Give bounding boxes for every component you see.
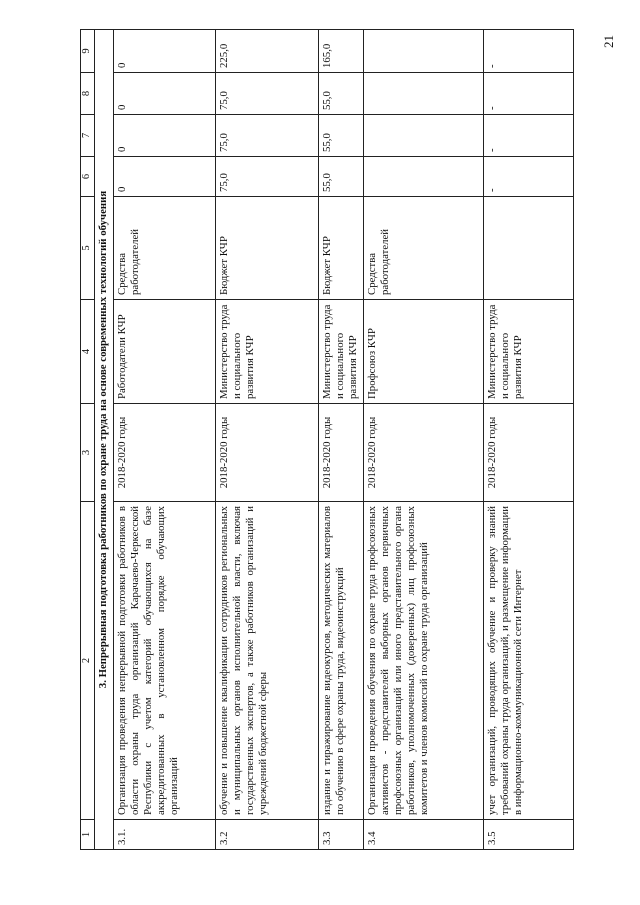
value-cell: - <box>483 115 573 157</box>
period-cell: 2018-2020 годы <box>318 404 363 502</box>
value-cell <box>363 115 483 157</box>
row-number: 3.1. <box>113 820 215 850</box>
value-cell: - <box>483 157 573 197</box>
value-cell: 75,0 <box>215 157 318 197</box>
executor-cell: Министерство труда и социального развития КЧР <box>483 300 573 404</box>
column-header: 8 <box>81 73 95 115</box>
row-number: 3.3 <box>318 820 363 850</box>
column-header: 3 <box>81 404 95 502</box>
activity-cell: издание и тиражирование видеокурсов, методических материалов по обучению в сфере охраны труда, видеоинструкций <box>318 502 363 820</box>
column-header: 5 <box>81 197 95 300</box>
source-cell <box>483 197 573 300</box>
table-row <box>113 30 215 850</box>
column-header: 4 <box>81 300 95 404</box>
executor-cell: Работодатели КЧР <box>113 300 215 404</box>
source-cell: Средства работодателей <box>363 197 483 300</box>
executor-cell: Министерство труда и социального развития КЧР <box>215 300 318 404</box>
table-row <box>318 30 363 850</box>
value-cell: 75,0 <box>215 115 318 157</box>
value-cell: 225,0 <box>215 30 318 73</box>
rotated-table-area <box>80 30 624 850</box>
row-number: 3.2 <box>215 820 318 850</box>
activity-cell: учет организаций, проводящих обучение и проверку знаний требований охраны труда организаций, и размещение информации в информационно-коммуникационной сети Интернет <box>483 502 573 820</box>
source-cell: Бюджет КЧР <box>215 197 318 300</box>
section-row <box>94 30 113 850</box>
row-number: 3.4 <box>363 820 483 850</box>
column-header: 2 <box>81 502 95 820</box>
value-cell: 55,0 <box>318 73 363 115</box>
value-cell <box>363 157 483 197</box>
value-cell: 55,0 <box>318 157 363 197</box>
value-cell: 165,0 <box>318 30 363 73</box>
activity-cell: обучение и повышение квалификации сотрудников региональных и муниципальных органов исполнительной власти, включая государственных экспертов, а также работников организаций и учреждений бюджетной сферы <box>215 502 318 820</box>
source-cell: Средства работодателей <box>113 197 215 300</box>
table-row <box>363 30 483 850</box>
value-cell <box>363 30 483 73</box>
column-number-row <box>81 30 95 850</box>
value-cell <box>363 73 483 115</box>
period-cell: 2018-2020 годы <box>215 404 318 502</box>
program-table <box>80 29 574 850</box>
value-cell: 0 <box>113 115 215 157</box>
value-cell: - <box>483 30 573 73</box>
value-cell: 0 <box>113 30 215 73</box>
column-header: 1 <box>81 820 95 850</box>
value-cell: 75,0 <box>215 73 318 115</box>
executor-cell: Министерство труда и социального развития КЧР <box>318 300 363 404</box>
column-header: 7 <box>81 115 95 157</box>
row-number: 3.5 <box>483 820 573 850</box>
column-header: 6 <box>81 157 95 197</box>
value-cell: - <box>483 73 573 115</box>
value-cell: 0 <box>113 73 215 115</box>
table-row <box>483 30 573 850</box>
value-cell: 0 <box>113 157 215 197</box>
period-cell: 2018-2020 годы <box>113 404 215 502</box>
section-title: 3. Непрерывная подготовка работников по охране труда на основе современных технологий обучения <box>94 30 113 850</box>
executor-cell: Профсоюз КЧР <box>363 300 483 404</box>
page-number: 21 <box>601 35 616 48</box>
period-cell: 2018-2020 годы <box>483 404 573 502</box>
column-header: 9 <box>81 30 95 73</box>
table-row <box>215 30 318 850</box>
value-cell: 55,0 <box>318 115 363 157</box>
activity-cell: Организация проведения обучения по охране труда профсоюзных активистов - представителей выборных органов первичных профсоюзных организаций или иного представительного органа работников, уполномоченных (доверенных) лиц профсоюзных комитетов и членов комиссий по охране труда организаций <box>363 502 483 820</box>
source-cell: Бюджет КЧР <box>318 197 363 300</box>
period-cell: 2018-2020 годы <box>363 404 483 502</box>
activity-cell: Организация проведения непрерывной подготовки работников в области охраны труда организаций Карачаево-Черкесской Республики с учетом категорий обучающихся на базе аккредитованных в установленном порядке обучающих организаций <box>113 502 215 820</box>
